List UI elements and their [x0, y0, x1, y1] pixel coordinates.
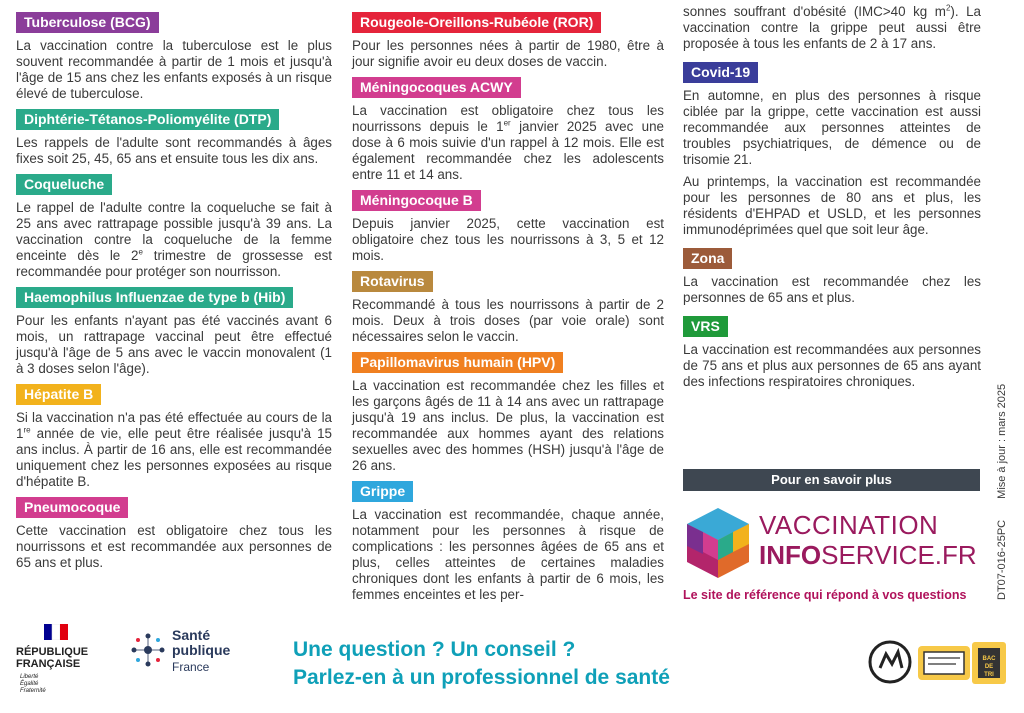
section-text: Pour les personnes nées à partir de 1980, être à jour signifie avoir eu deux doses de vaccin. — [352, 38, 664, 69]
section-text: Recommandé à tous les nourrissons à partir de 2 mois. Deux à trois doses (par voie orale) sont nécessaires selon le vaccin. — [352, 297, 664, 344]
section-text: La vaccination est recommandée, chaque année, notamment pour les personnes à risque de complications : les personnes âgées de 65 ans et plus, celles atteintes de certaines maladies chroniques dont les enfants à partir de 6 mois, les femmes enceintes et les per- — [352, 507, 664, 602]
text-part: Le rappel de l'adulte contre la coqueluche se fait à 25 ans avec rattrapage possible jusqu'à 39 ans. La vaccination contre la coqueluche de la femme enceinte dès le 2 — [16, 200, 332, 263]
question-line-1: Une question ? Un conseil ? — [293, 638, 576, 661]
section-pneumocoque — [16, 497, 332, 571]
section-title: Coqueluche — [16, 174, 112, 195]
network-dots-icon — [128, 630, 168, 670]
footer-question — [293, 636, 670, 692]
text-part: janvier 2025 avec une dose à 6 mois suivie d'un rappel à 12 mois. Elle est également recommandée chez les adolescents entre 11 et 14 ans. — [352, 119, 664, 182]
section-dtp — [16, 109, 332, 167]
section-hepatite-b — [16, 384, 332, 490]
footer — [0, 618, 1024, 713]
brand-line-2 — [759, 540, 977, 571]
section-title: Hépatite B — [16, 384, 101, 405]
update-date: Mise à jour : mars 2025 — [996, 383, 1008, 499]
section-hpv — [352, 352, 664, 474]
superscript: er — [503, 118, 511, 128]
section-vrs — [683, 316, 981, 390]
section-text: La vaccination est recommandées aux personnes de 75 ans et plus aux personnes de 65 ans ayant des infections respiratoires chroniques. — [683, 342, 981, 389]
section-text — [352, 103, 664, 183]
text-part: La vaccination est obligatoire chez tous les nourrissons depuis le 1 — [352, 103, 664, 134]
superscript: e — [138, 247, 143, 257]
section-ror — [352, 12, 664, 70]
superscript: re — [23, 425, 31, 435]
bac-label-line2: DE — [984, 664, 994, 670]
section-text: La vaccination contre la tuberculose est le plus souvent recommandée à partir de 1 mois et jusqu'à l'âge de 15 ans chez les enfants exposés à un risque élevé de tuberculose. — [16, 38, 332, 101]
text-part: ). La vaccination contre la grippe peut aussi être proposée à tous les enfants de 2 à 17 ans. — [683, 4, 982, 51]
column-middle — [352, 12, 664, 610]
text-part: Si la vaccination n'a pas été effectuée au cours de la 1 — [16, 410, 332, 441]
bac-label-line1: BAC — [982, 656, 996, 662]
section-covid — [683, 62, 981, 238]
section-title: Covid-19 — [683, 62, 758, 83]
section-title: Zona — [683, 248, 732, 269]
text-part: année de vie, elle peut être réalisée jusqu'à 15 ans inclus. À partir de 16 ans, elle est recommandée uniquement chez les personnes exposées au risque d'hépatite B. — [16, 426, 332, 489]
section-zona — [683, 248, 981, 306]
sante-publique-france-logo — [128, 627, 231, 675]
section-title: Tuberculose (BCG) — [16, 12, 159, 33]
section-text: La vaccination est recommandée chez les filles et les garçons âgés de 11 à 14 ans avec un rattrapage jusqu'à 19 ans inclus. De plus, la vaccination est recommandée aux hommes ayant des relations sexuelles avec des hommes (HSH) jusqu'à l'âge de 26 ans. — [352, 378, 664, 473]
learn-more-banner: Pour en savoir plus — [683, 469, 980, 491]
site-tagline: Le site de référence qui répond à vos questions — [683, 588, 967, 602]
question-line-2: Parlez-en à un professionnel de santé — [293, 666, 670, 689]
document-ref: DT07-016-25PC — [996, 519, 1008, 600]
section-title: Pneumocoque — [16, 497, 128, 518]
section-hib — [16, 287, 332, 377]
sp-line1: Santé — [172, 627, 211, 643]
sp-line3: France — [172, 660, 210, 674]
section-title: Rougeole-Oreillons-Rubéole (ROR) — [352, 12, 601, 33]
grippe-continuation — [683, 4, 981, 52]
section-text: Au printemps, la vaccination est recommandée pour les personnes de 80 ans et plus, les résidents d'EHPAD et USLD, et les personnes immunodéprimées quel que soit leur âge. — [683, 174, 981, 237]
section-grippe — [352, 481, 664, 603]
section-text: Pour les enfants n'ayant pas été vaccinés avant 6 mois, un rattrapage vaccinal peut être effectué jusqu'à l'âge de 5 ans avec le vaccin monovalent (1 à 3 doses selon l'âge). — [16, 313, 332, 376]
brand-bold: INFO — [759, 540, 822, 570]
section-text: En automne, en plus des personnes à risque ciblée par la grippe, cette vaccination est aussi recommandée aux personnes atteintes de troubles psychiatriques, de démence ou de trisomie 21. — [683, 88, 981, 167]
section-meningocoque-b — [352, 190, 664, 264]
marianne-icon — [44, 624, 68, 640]
recycling-icons — [868, 638, 1008, 691]
section-text: Cette vaccination est obligatoire chez tous les nourrissons et est recommandée aux personnes de 65 ans et plus. — [16, 523, 332, 570]
section-title: Grippe — [352, 481, 413, 502]
rf-title: RÉPUBLIQUE FRANÇAISE — [16, 646, 89, 670]
text-part: trimestre de grossesse est recommandée pour protéger son nourrisson. — [16, 248, 332, 279]
section-title: Méningocoque B — [352, 190, 481, 211]
cube-logo-icon — [683, 506, 753, 580]
section-text — [16, 200, 332, 280]
brand-rest: SERVICE.FR — [821, 540, 977, 570]
triman-icon — [868, 638, 1008, 686]
section-text: Depuis janvier 2025, cette vaccination est obligatoire chez tous les nourrissons à 3, 5 et 12 mois. — [352, 216, 664, 263]
section-coqueluche — [16, 174, 332, 280]
section-text: La vaccination est recommandée chez les personnes de 65 ans et plus. — [683, 274, 981, 305]
section-title: Rotavirus — [352, 271, 433, 292]
superscript: 2 — [945, 3, 951, 13]
section-rotavirus — [352, 271, 664, 345]
section-title: Méningocoques ACWY — [352, 77, 521, 98]
section-title: VRS — [683, 316, 728, 337]
bac-label-line3: TRI — [984, 672, 994, 678]
sp-line2: publique — [172, 642, 231, 658]
column-left — [16, 12, 332, 578]
text-part: sonnes souffrant d'obésité (IMC>40 kg m — [683, 4, 946, 19]
brand-line-1: VACCINATION — [759, 510, 939, 540]
section-tuberculose — [16, 12, 332, 102]
section-title: Diphtérie-Tétanos-Poliomyélite (DTP) — [16, 109, 279, 130]
section-title: Papillomavirus humain (HPV) — [352, 352, 563, 373]
section-meningocoques-acwy — [352, 77, 664, 183]
side-reference — [996, 366, 1008, 600]
section-text: Les rappels de l'adulte sont recommandés à âges fixes soit 25, 45, 65 ans et ensuite tous les dix ans. — [16, 135, 332, 166]
section-text — [16, 410, 332, 490]
sp-name — [172, 628, 230, 658]
column-right — [683, 4, 981, 397]
rf-motto: Liberté Égalité Fraternité — [20, 674, 46, 694]
section-title: Haemophilus Influenzae de type b (Hib) — [16, 287, 293, 308]
vaccination-info-service-logo[interactable] — [683, 506, 980, 580]
